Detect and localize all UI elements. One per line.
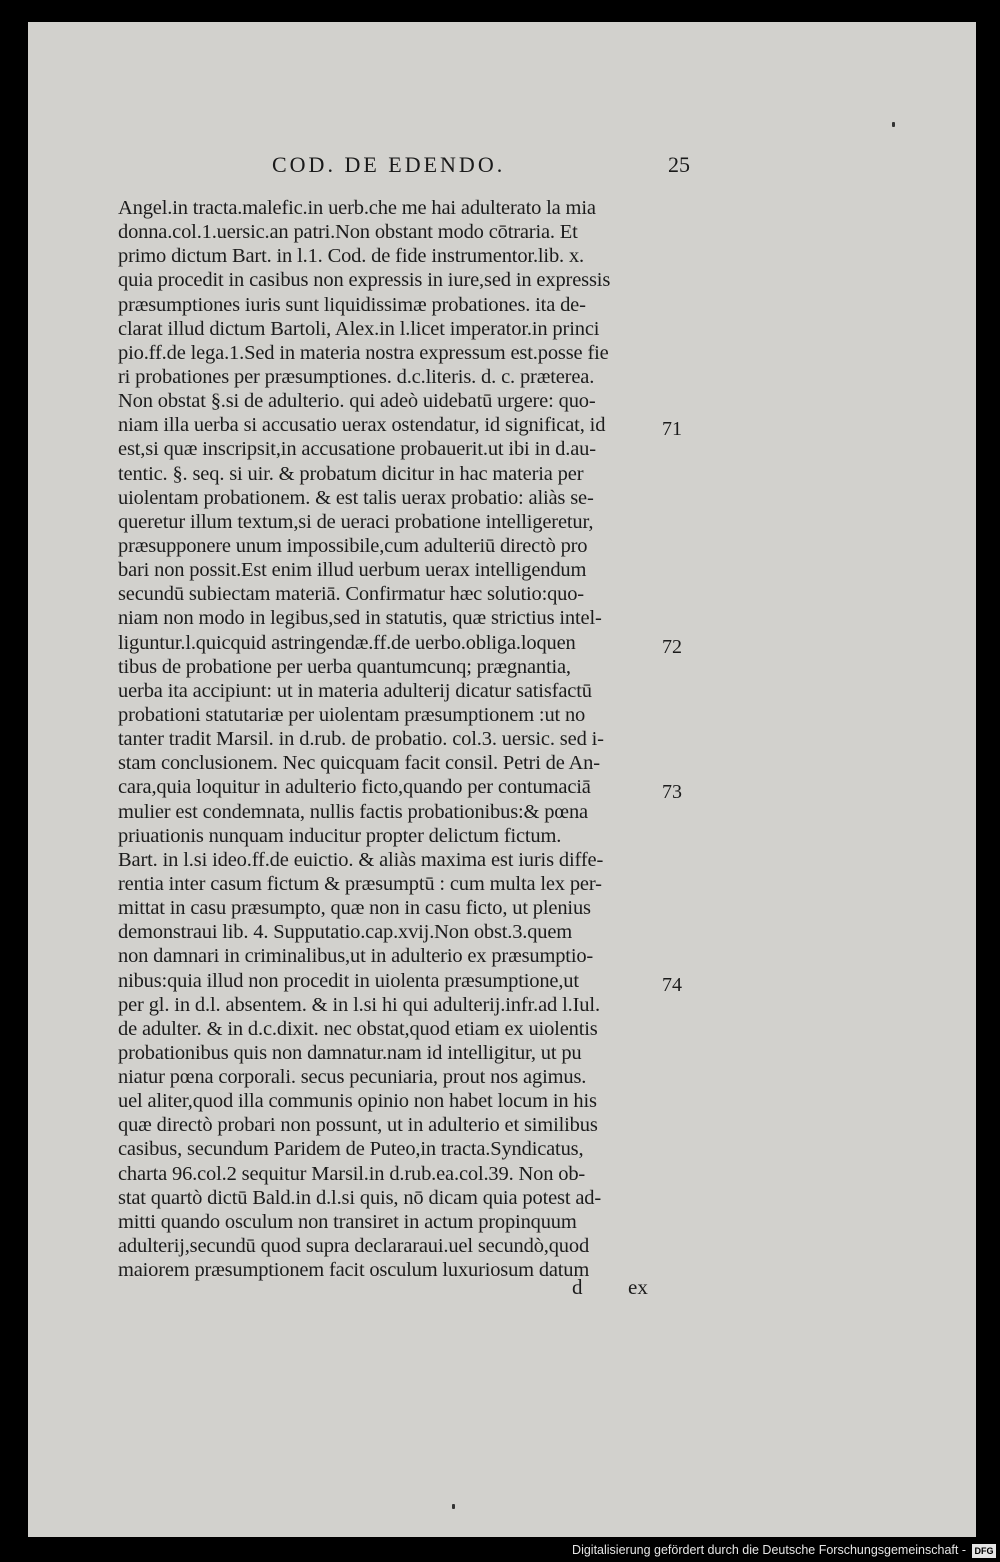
catchword: ex — [628, 1275, 648, 1299]
text-line: priuationis nunquam inducitur propter delictum fictum. — [118, 824, 562, 847]
text-line: uerba ita accipiunt: ut in materia adulterij dicatur satisfactū — [118, 679, 592, 702]
text-line: mitti quando osculum non transiret in actum propinquum — [118, 1210, 577, 1233]
digitization-credit: Digitalisierung gefördert durch die Deutsche Forschungsgemeinschaft - — [572, 1543, 966, 1557]
text-line: demonstraui lib. 4. Supputatio.cap.xvij.Non obst.3.quem — [118, 921, 573, 944]
text-line: mittat in casu præsumpto, quæ non in casu ficto, ut plenius — [118, 897, 591, 920]
text-line: charta 96.col.2 sequitur Marsil.in d.rub.ea.col.39. Non ob- — [118, 1162, 586, 1185]
text-line: probationibus quis non damnatur.nam id intelligitur, ut pu — [118, 1041, 582, 1064]
text-line: tanter tradit Marsil. in d.rub. de probatio. col.3. uersic. sed i- — [118, 728, 604, 751]
text-line: uiolentam probationem. & est talis uerax probatio: aliàs se- — [118, 486, 594, 509]
signature-mark: d — [572, 1275, 583, 1299]
margin-number: 71 — [662, 418, 682, 441]
dfg-logo: DFG — [972, 1544, 996, 1558]
text-line: probationi statutariæ per uiolentam præsumptionem :ut no — [118, 703, 586, 726]
text-line: uel aliter,quod illa communis opinio non habet locum in his — [118, 1090, 597, 1113]
text-line: niatur pœna corporali. secus pecuniaria, prout nos agimus. — [118, 1066, 587, 1089]
text-line: tibus de probatione per uerba quantumcunq; prægnantia, — [118, 655, 571, 678]
text-line: tentic. §. seq. si uir. & probatum dicitur in hac materia per — [118, 462, 584, 485]
text-block — [118, 196, 658, 1282]
text-line: Angel.in tracta.malefic.in uerb.che me hai adulterato la mia — [118, 197, 596, 219]
text-line: non damnari in criminalibus,ut in adulterio ex præsumptio- — [118, 945, 594, 968]
text-line: bari non possit.Est enim illud uerbum uerax intelligendum — [118, 559, 587, 582]
text-line: donna.col.1.uersic.an patri.Non obstant modo cōtraria. Et — [118, 221, 578, 244]
text-line: stat quartò dictū Bald.in d.l.si quis, nō dicam quia potest ad- — [118, 1186, 602, 1209]
text-line: queretur illum textum,si de ueraci probatione intelligeretur, — [118, 510, 594, 533]
text-line: niam illa uerba si accusatio uerax ostendatur, id significat, id — [118, 414, 606, 437]
text-line: quæ directò probari non possunt, ut in adulterio et similibus — [118, 1114, 598, 1137]
running-title: COD. DE EDENDO. — [272, 152, 506, 177]
text-line: per gl. in d.l. absentem. & in l.si hi qui adulterij.infr.ad l.Iul. — [118, 993, 600, 1016]
margin-number: 74 — [662, 973, 682, 996]
text-line: nibus:quia illud non procedit in uiolenta præsumptione,ut — [118, 969, 579, 992]
ink-speck — [452, 1504, 455, 1509]
text-line: casibus, secundum Paridem de Puteo,in tracta.Syndicatus, — [118, 1138, 584, 1161]
text-line: præsumptiones iuris sunt liquidissimæ probationes. ita de- — [118, 293, 586, 316]
text-line: rentia inter casum fictum & præsumptū : cum multa lex per- — [118, 872, 602, 895]
text-line: secundū subiectam materiā. Confirmatur hæc solutio:quo- — [118, 583, 584, 606]
text-line: primo dictum Bart. in l.1. Cod. de fide instrumentor.lib. x. — [118, 245, 585, 268]
text-line: cara,quia loquitur in adulterio ficto,quando per contumaciā — [118, 776, 591, 799]
text-line: quia procedit in casibus non expressis in iure,sed in expressis — [118, 269, 611, 292]
margin-number: 72 — [662, 635, 682, 658]
catchwords — [568, 1275, 688, 1305]
text-line: niam non modo in legibus,sed in statutis, quæ strictius intel- — [118, 607, 602, 630]
folio-number: 25 — [668, 152, 690, 177]
text-line: est,si quæ inscripsit,in accusatione probauerit.ut ibi in d.au- — [118, 438, 596, 461]
running-head — [200, 150, 690, 190]
text-line: adulterij,secundū quod supra declararaui.uel secundò,quod — [118, 1235, 590, 1258]
text-line: præsupponere unum impossibile,cum adulteriū directò pro — [118, 534, 588, 557]
text-line: Non obstat §.si de adulterio. qui adeò uidebatū urgere: quo- — [118, 390, 596, 413]
text-line: maiorem præsumptionem facit osculum luxuriosum datum — [118, 1259, 590, 1282]
ink-speck — [892, 122, 895, 127]
text-line: de adulter. & in d.c.dixit. nec obstat,quod etiam ex uiolentis — [118, 1017, 598, 1040]
text-line: clarat illud dictum Bartoli, Alex.in l.licet imperator.in princi — [118, 317, 600, 340]
text-line: Bart. in l.si ideo.ff.de euictio. & aliàs maxima est iuris diffe- — [118, 848, 604, 871]
text-line: stam conclusionem. Nec quicquam facit consil. Petri de An- — [118, 752, 600, 775]
text-line: pio.ff.de lega.1.Sed in materia nostra expressum est.posse fie — [118, 341, 609, 364]
margin-number: 73 — [662, 780, 682, 803]
text-line: mulier est condemnata, nullis factis probationibus:& pœna — [118, 800, 588, 823]
text-line: ri probationes per præsumptiones. d.c.literis. d. c. præterea. — [118, 365, 595, 388]
text-line: liguntur.l.quicquid astringendæ.ff.de uerbo.obliga.loquen — [118, 631, 576, 654]
